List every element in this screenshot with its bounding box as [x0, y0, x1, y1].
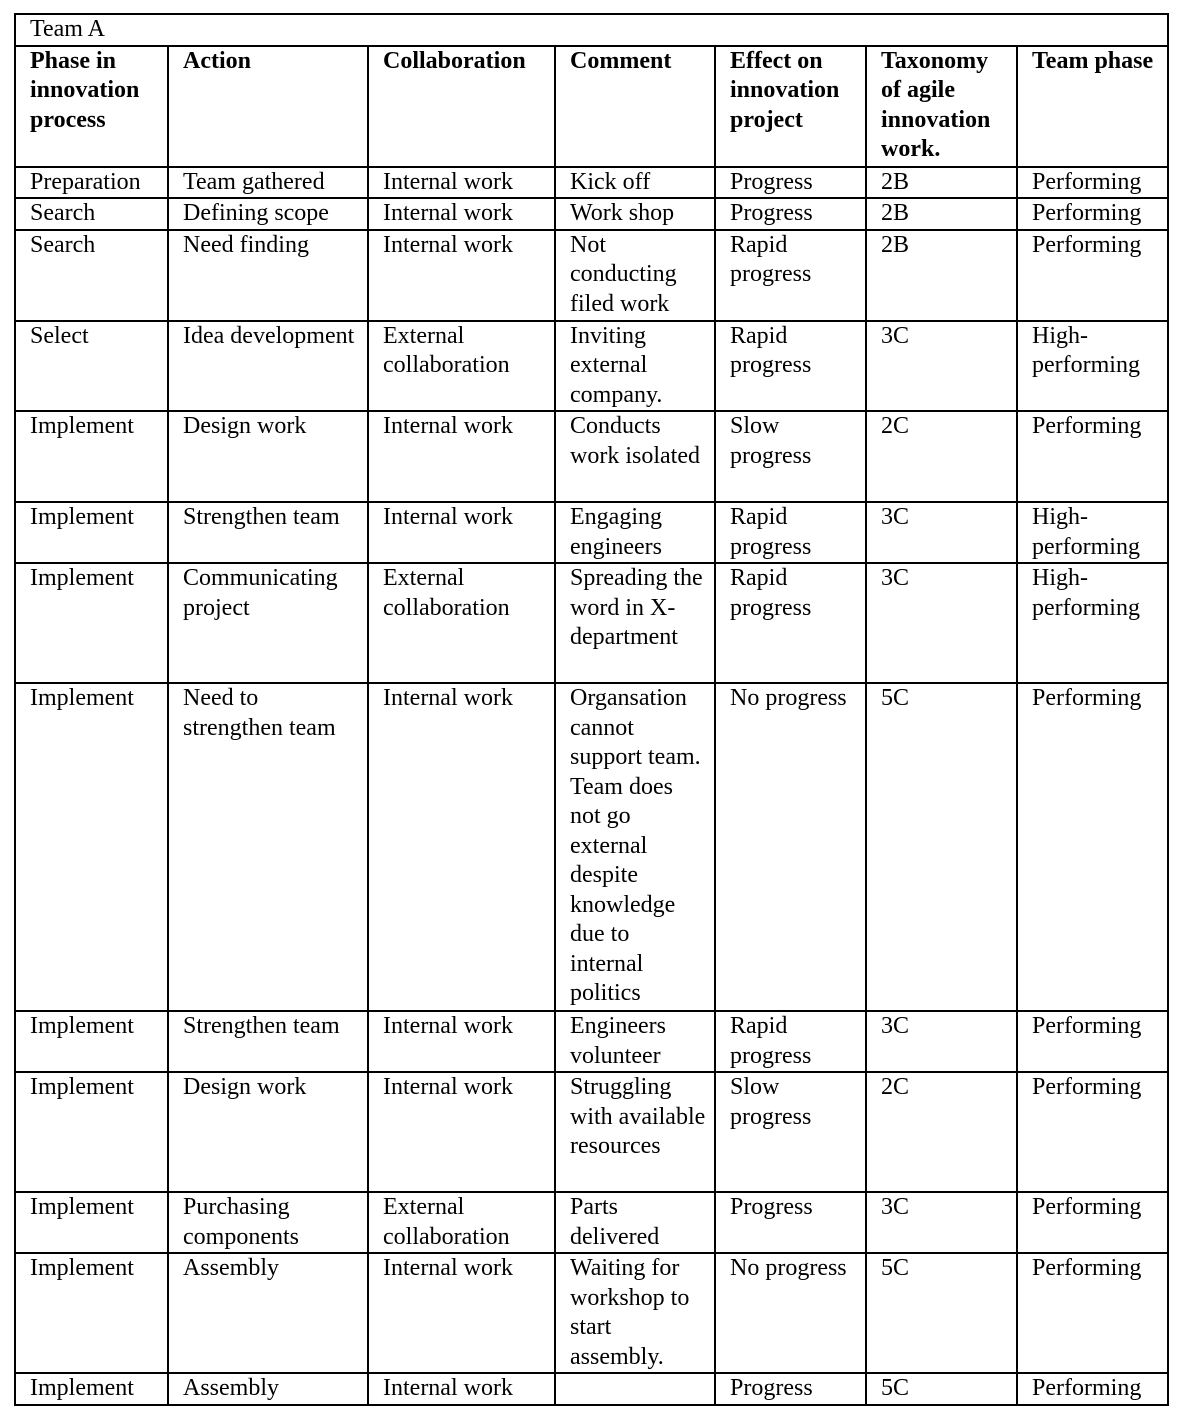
table-cell: Search	[15, 230, 168, 321]
column-header: Phase in innovation process	[15, 46, 168, 167]
table-cell: Internal work	[368, 1011, 555, 1072]
column-header: Action	[168, 46, 368, 167]
table-cell: Purchasing components	[168, 1192, 368, 1253]
column-header: Taxonomy of agile innovation work.	[866, 46, 1017, 167]
table-cell: Rapid progress	[715, 321, 866, 412]
table-cell: Conducts work isolated	[555, 411, 715, 502]
table-cell: Preparation	[15, 167, 168, 199]
column-header: Comment	[555, 46, 715, 167]
table-cell: Internal work	[368, 198, 555, 230]
table-cell: Progress	[715, 198, 866, 230]
table-cell: 3C	[866, 1192, 1017, 1253]
table-cell: Progress	[715, 167, 866, 199]
table-row	[15, 230, 1168, 321]
table-cell: Performing	[1017, 1253, 1168, 1373]
table-cell: 2B	[866, 230, 1017, 321]
table-row	[15, 683, 1168, 1011]
table-cell: Strengthen team	[168, 502, 368, 563]
table-cell: 5C	[866, 683, 1017, 1011]
table-cell: Performing	[1017, 1192, 1168, 1253]
table-cell: Struggling with available resources	[555, 1072, 715, 1192]
table-cell: 3C	[866, 1011, 1017, 1072]
column-header: Team phase	[1017, 46, 1168, 167]
team-a-table	[14, 13, 1169, 1406]
table-cell	[555, 1373, 715, 1405]
table-cell: 3C	[866, 563, 1017, 683]
table-cell: Defining scope	[168, 198, 368, 230]
table-cell: Implement	[15, 1072, 168, 1192]
table-cell: Rapid progress	[715, 563, 866, 683]
table-cell: Performing	[1017, 1011, 1168, 1072]
table-cell: Design work	[168, 1072, 368, 1192]
table-cell: Internal work	[368, 1072, 555, 1192]
table-cell: Idea development	[168, 321, 368, 412]
table-cell: Kick off	[555, 167, 715, 199]
table-cell: Implement	[15, 1373, 168, 1405]
table-cell: 2C	[866, 411, 1017, 502]
column-header: Collaboration	[368, 46, 555, 167]
table-cell: Engaging engineers	[555, 502, 715, 563]
table-cell: Internal work	[368, 167, 555, 199]
table-cell: Team gathered	[168, 167, 368, 199]
table-row	[15, 1253, 1168, 1373]
table-cell: Organsation cannot support team. Team does not go external despite knowledge due to internal politics	[555, 683, 715, 1011]
table-row	[15, 198, 1168, 230]
table-cell: Internal work	[368, 1373, 555, 1405]
table-row	[15, 563, 1168, 683]
table-cell: Internal work	[368, 230, 555, 321]
table-cell: High-performing	[1017, 321, 1168, 412]
table-cell: Performing	[1017, 198, 1168, 230]
table-cell: Parts delivered	[555, 1192, 715, 1253]
table-cell: Strengthen team	[168, 1011, 368, 1072]
table-cell: Communicating project	[168, 563, 368, 683]
table-cell: Internal work	[368, 1253, 555, 1373]
table-cell: Performing	[1017, 411, 1168, 502]
table-cell: Spreading the word in X-department	[555, 563, 715, 683]
table-cell: Performing	[1017, 1373, 1168, 1405]
table-cell: 2B	[866, 167, 1017, 199]
table-row	[15, 167, 1168, 199]
table-row	[15, 1373, 1168, 1405]
table-cell: Implement	[15, 1253, 168, 1373]
table-cell: 2C	[866, 1072, 1017, 1192]
table-row	[15, 321, 1168, 412]
table-cell: Rapid progress	[715, 502, 866, 563]
table-cell: Assembly	[168, 1253, 368, 1373]
table-cell: 5C	[866, 1373, 1017, 1405]
table-cell: Internal work	[368, 502, 555, 563]
table-title: Team A	[15, 14, 1168, 46]
table-cell: Implement	[15, 411, 168, 502]
table-cell: Performing	[1017, 683, 1168, 1011]
table-cell: Assembly	[168, 1373, 368, 1405]
table-cell: Inviting external company.	[555, 321, 715, 412]
column-header: Effect on innovation project	[715, 46, 866, 167]
table-header-row	[15, 46, 1168, 167]
table-cell: Rapid progress	[715, 1011, 866, 1072]
table-cell: Internal work	[368, 411, 555, 502]
table-cell: 2B	[866, 198, 1017, 230]
table-cell: High-performing	[1017, 563, 1168, 683]
table-cell: Rapid progress	[715, 230, 866, 321]
table-cell: High-performing	[1017, 502, 1168, 563]
table-cell: 5C	[866, 1253, 1017, 1373]
document-page	[14, 13, 1167, 1406]
table-cell: External collaboration	[368, 1192, 555, 1253]
table-cell: External collaboration	[368, 321, 555, 412]
table-row	[15, 1192, 1168, 1253]
table-cell: Design work	[168, 411, 368, 502]
table-row	[15, 502, 1168, 563]
table-cell: Implement	[15, 683, 168, 1011]
table-cell: Need to strengthen team	[168, 683, 368, 1011]
table-cell: 3C	[866, 502, 1017, 563]
table-cell: Slow progress	[715, 1072, 866, 1192]
table-cell: Not conducting filed work	[555, 230, 715, 321]
table-row	[15, 1072, 1168, 1192]
table-cell: Slow progress	[715, 411, 866, 502]
table-cell: Progress	[715, 1192, 866, 1253]
table-body	[15, 167, 1168, 1406]
table-cell: No progress	[715, 1253, 866, 1373]
table-row	[15, 1011, 1168, 1072]
table-cell: Implement	[15, 1011, 168, 1072]
table-cell: External collaboration	[368, 563, 555, 683]
table-cell: Need finding	[168, 230, 368, 321]
table-cell: No progress	[715, 683, 866, 1011]
table-cell: Performing	[1017, 167, 1168, 199]
table-cell: Progress	[715, 1373, 866, 1405]
table-cell: Implement	[15, 1192, 168, 1253]
table-cell: Select	[15, 321, 168, 412]
table-cell: Performing	[1017, 1072, 1168, 1192]
table-cell: 3C	[866, 321, 1017, 412]
table-cell: Internal work	[368, 683, 555, 1011]
table-cell: Waiting for workshop to start assembly.	[555, 1253, 715, 1373]
table-cell: Implement	[15, 502, 168, 563]
table-cell: Implement	[15, 563, 168, 683]
table-cell: Search	[15, 198, 168, 230]
table-cell: Work shop	[555, 198, 715, 230]
table-row	[15, 411, 1168, 502]
table-title-row	[15, 14, 1168, 46]
table-cell: Engineers volunteer	[555, 1011, 715, 1072]
table-cell: Performing	[1017, 230, 1168, 321]
